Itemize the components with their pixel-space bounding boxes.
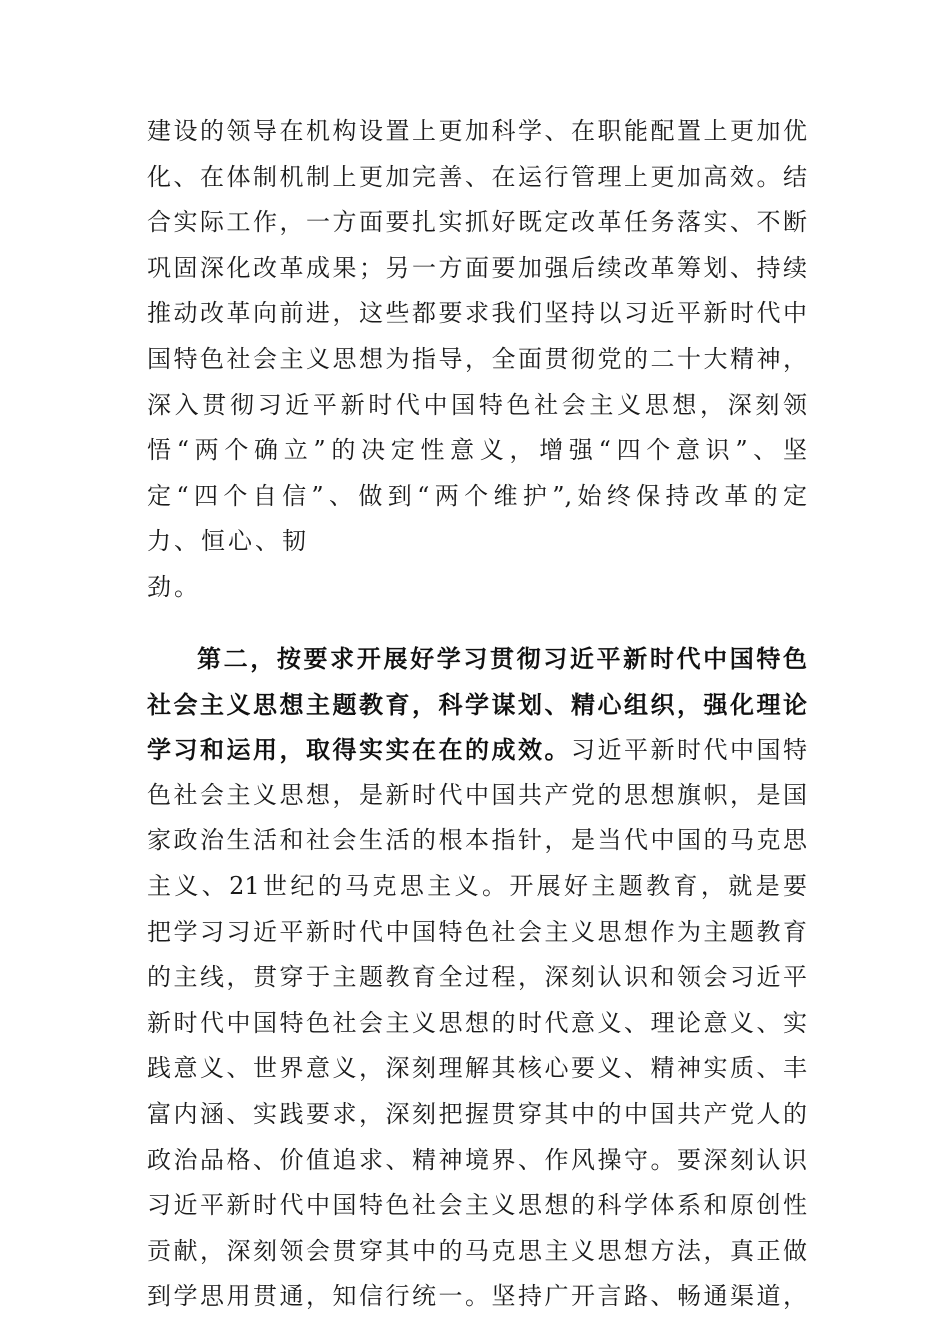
paragraph-1-line: 力、恒心、韧: [147, 527, 309, 556]
paragraph-2-line: 富内涵、实践要求，深刻把握贯穿其中的中国共产党人的: [147, 1099, 807, 1128]
paragraph-2-body-start: 习近平新时代中国特: [571, 736, 807, 765]
paragraph-2-line: 家政治生活和社会生活的根本指针，是当代中国的马克思: [147, 826, 807, 855]
paragraph-1: [147, 109, 807, 611]
paragraph-1-line: 国特色社会主义思想为指导，全面贯彻党的二十大精神，: [147, 344, 807, 373]
paragraph-2-mixed-line: [147, 727, 807, 773]
paragraph-2-heading-end: 学习和运用，取得实实在在的成效。: [147, 735, 571, 765]
paragraph-1-line: 建设的领导在机构设置上更加科学、在职能配置上更加优: [147, 117, 807, 145]
paragraph-1-line: 深入贯彻习近平新时代中国特色社会主义思想，深刻领: [147, 390, 807, 419]
paragraph-2-line: 新时代中国特色社会主义思想的时代意义、理论意义、实: [147, 1008, 807, 1037]
paragraph-2-line: 把学习习近平新时代中国特色社会主义思想作为主题教育: [147, 917, 807, 946]
paragraph-1-line: 化、在体制机制上更加完善、在运行管理上更加高效。结: [147, 162, 807, 191]
paragraph-1-line: 推动改革向前进，这些都要求我们坚持以习近平新时代中: [147, 299, 807, 328]
paragraph-2-heading-line: 社会主义思想主题教育，科学谋划、精心组织，强化理论: [147, 689, 807, 719]
paragraph-2-line: 政治品格、价值追求、精神境界、作风操守。要深刻认识: [147, 1145, 807, 1174]
paragraph-1-line: 定“四个自信”、做到“两个维护”,始终保持改革的定: [147, 481, 807, 510]
paragraph-2-line: 习近平新时代中国特色社会主义思想的科学体系和原创性: [147, 1191, 807, 1220]
paragraph-2-line: 色社会主义思想，是新时代中国共产党的思想旗帜，是国: [147, 780, 807, 809]
paragraph-1-line: 悟“两个确立”的决定性意义，增强“四个意识”、坚: [147, 436, 807, 465]
paragraph-2-line: 主义、21世纪的马克思主义。开展好主题教育，就是要: [147, 871, 807, 900]
paragraph-1-line: 巩固深化改革成果；另一方面要加强后续改革筹划、持续: [147, 253, 807, 282]
paragraph-1-line: 劲。: [147, 572, 201, 601]
paragraph-1-line: 合实际工作，一方面要扎实抓好既定改革任务落实、不断: [147, 208, 807, 237]
paragraph-2-line: 践意义、世界意义，深刻理解其核心要义、精神实质、丰: [147, 1054, 807, 1083]
paragraph-2: [147, 636, 807, 1320]
paragraph-2-line: 的主线，贯穿于主题教育全过程，深刻认识和领会习近平: [147, 963, 807, 992]
paragraph-2-line: 到学思用贯通，知信行统一。坚持广开言路、畅通渠道，: [147, 1282, 807, 1311]
paragraph-2-line: 贡献，深刻领会贯穿其中的马克思主义思想方法，真正做: [147, 1236, 807, 1265]
paragraph-2-heading-line: 第二，按要求开展好学习贯彻习近平新时代中国特色: [197, 644, 807, 673]
